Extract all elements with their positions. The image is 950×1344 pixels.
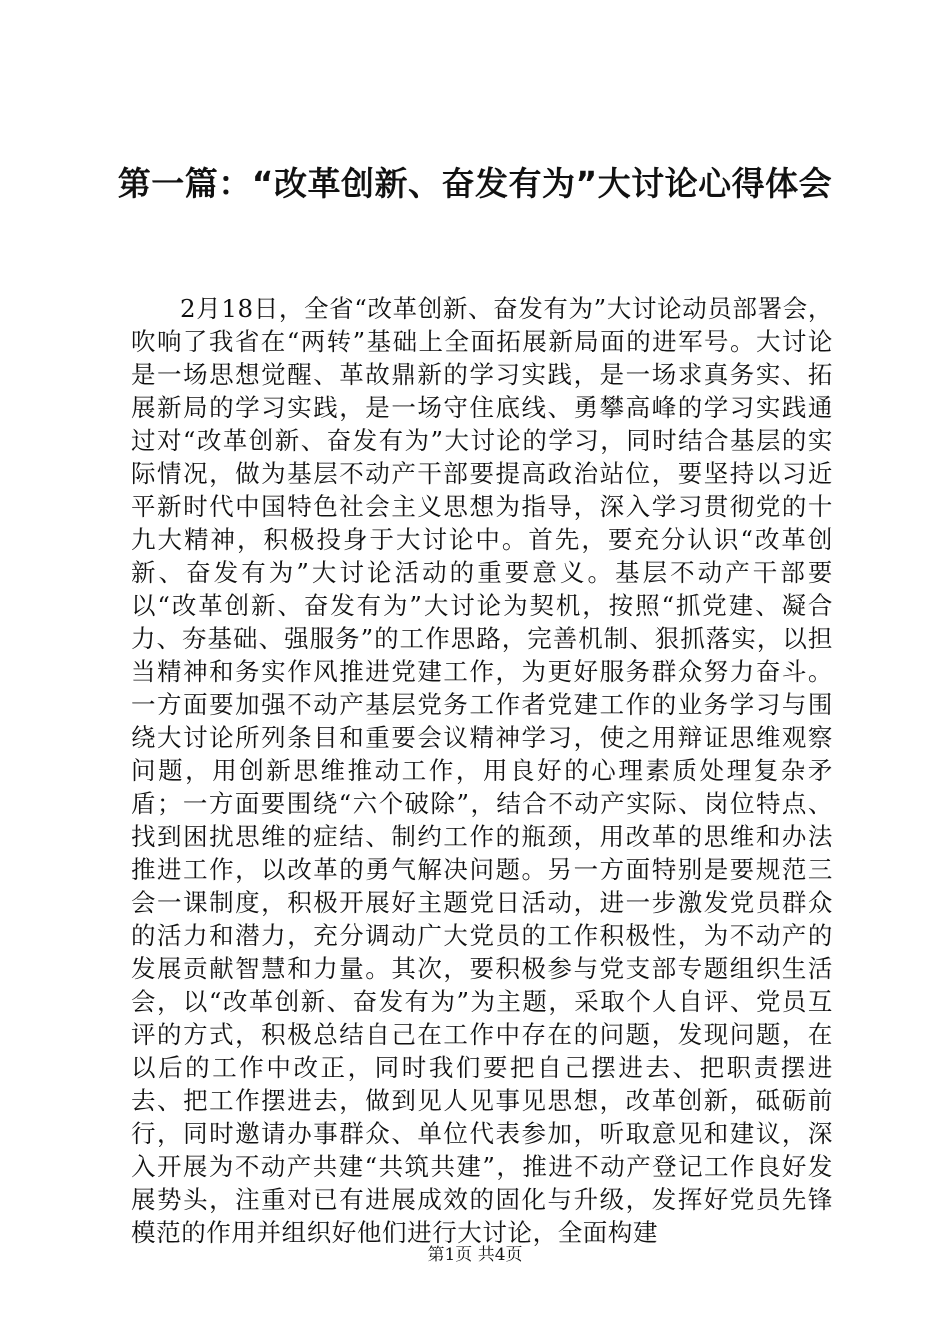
body-paragraph: 2月18日，全省“改革创新、奋发有为”大讨论动员部署会，吹响了我省在“两转”基础上全面拓展新局面的进军号。大讨论是一场思想觉醒、革故鼎新的学习实践，是一场求真务实、拓展新局的学习实践，是一场守住底线、勇攀高峰的学习实践通过对“改革创新、奋发有为”大讨论的学习，同时结合基层的实际情况，做为基层不动产干部要提高政治站位，要坚持以习近平新时代中国特色社会主义思想为指导，深入学习贯彻党的十九大精神，积极投身于大讨论中。首先，要充分认识“改革创新、奋发有为”大讨论活动的重要意义。基层不动产干部要以“改革创新、奋发有为”大讨论为契机，按照“抓党建、凝合力、夯基础、强服务”的工作思路，完善机制、狠抓落实，以担当精神和务实作风推进党建工作，为更好服务群众努力奋斗。一方面要加强不动产基层党务工作者党建工作的业务学习与围绕大讨论所列条目和重要会议精神学习，使之用辩证思维观察问题，用创新思维推动工作，用良好的心理素质处理复杂矛盾；一方面要围绕“六个破除”，结合不动产实际、岗位特点、找到困扰思维的症结、制约工作的瓶颈，用改革的思维和办法推进工作，以改革的勇气解决问题。另一方面特别是要规范三会一课制度，积极开展好主题党日活动，进一步激发党员群众的活力和潜力，充分调动广大党员的工作积极性，为不动产的发展贡献智慧和力量。其次，要积极参与党支部专题组织生活会，以“改革创新、奋发有为”为主题，采取个人自评、党员互评的方式，积极总结自己在工作中存在的问题，发现问题，在以后的工作中改正，同时我们要把自己摆进去、把职责摆进去、把工作摆进去，做到见人见事见思想，改革创新，砥砺前行，同时邀请办事群众、单位代表参加，听取意见和建议，深入开展为不动产共建“共筑共建”，推进不动产登记工作良好发展势头，注重对已有进展成效的固化与升级，发挥好党员先锋模范的作用并组织好他们进行大讨论，全面构建 [131,294,833,1247]
page-number: 第1页 共4页 [427,1245,523,1265]
document-title: 第一篇：“改革创新、奋发有为”大讨论心得体会 [117,164,833,203]
